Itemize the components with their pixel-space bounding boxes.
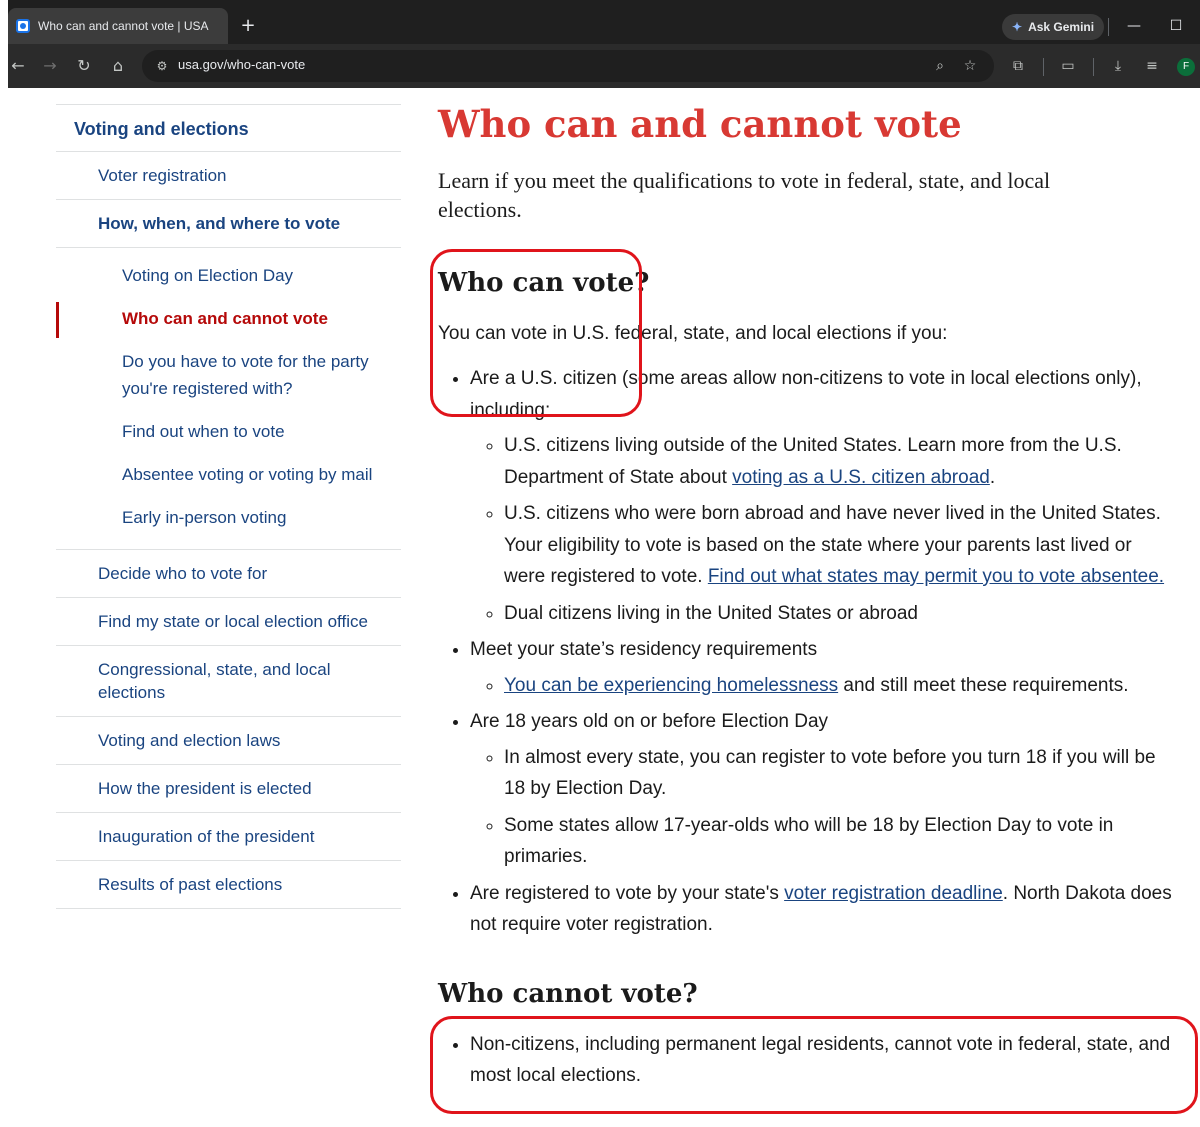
forward-arrow-icon[interactable]: → [43, 56, 57, 75]
ineligibility-list [438, 1029, 1178, 1092]
list-item: ◦ Dual citizens living in the United States or abroad [504, 598, 1178, 630]
voting-abroad-link[interactable]: voting as a U.S. citizen abroad [732, 466, 990, 488]
homelessness-link[interactable]: You can be experiencing homelessness [504, 674, 839, 696]
sidebar-nav [56, 104, 401, 909]
sidebar-subitem-when-to-vote[interactable]: Find out when to vote [122, 422, 285, 441]
maximize-icon[interactable]: ☐ [1169, 18, 1183, 34]
address-bar[interactable] [142, 50, 994, 82]
sidebar-item-president-elected[interactable]: How the president is elected [56, 765, 401, 813]
ask-gemini-label: Ask Gemini [1028, 20, 1095, 34]
separator [1093, 58, 1094, 76]
main-content [438, 100, 1178, 1097]
list-item [504, 670, 1178, 702]
sidebar-section-voting-and-elections[interactable]: Voting and elections [56, 105, 401, 152]
url-text[interactable]: usa.gov/who-can-vote [178, 57, 306, 72]
sidebar-subitem-who-can-vote-current[interactable]: Who can and cannot vote [56, 297, 401, 340]
eligibility-list [438, 363, 1178, 941]
registration-deadline-link[interactable]: voter registration deadline [784, 882, 1003, 904]
list-item-text: U.S. citizens living outside of the United States. Learn more from the U.S. Department of State about [504, 435, 1122, 488]
gemini-sparkle-icon: ✦ [1012, 20, 1023, 34]
usagov-favicon-icon [16, 19, 30, 33]
list-item-text: Meet your state’s residency requirements [470, 639, 818, 660]
profile-avatar[interactable]: F [1177, 58, 1195, 76]
bookmark-star-icon[interactable]: ☆ [963, 58, 977, 74]
browser-toolbar [0, 44, 1200, 88]
list-item: • Non-citizens, including permanent legal residents, cannot vote in federal, state, and most local elections. [470, 1029, 1178, 1092]
sidebar-item-how-when-where[interactable]: How, when, and where to vote [56, 200, 401, 248]
list-item [470, 706, 1178, 873]
tab-strip [8, 8, 1200, 44]
sidebar-item-decide[interactable]: Decide who to vote for [56, 550, 401, 598]
sidebar-item-congressional[interactable]: Congressional, state, and local elections [56, 646, 401, 717]
list-item-text: . North Dakota does not require voter registration. [470, 882, 1172, 935]
minimize-icon[interactable]: — [1127, 18, 1141, 34]
sidebar-item-past-results[interactable]: Results of past elections [56, 861, 401, 909]
list-item [504, 430, 1178, 493]
vote-absentee-states-link[interactable]: Find out what states may permit you to vote absentee. [707, 566, 1165, 587]
sidebar-subnav [56, 248, 401, 550]
list-item: ◦ Some states allow 17-year-olds who will be 18 by Election Day to vote in primaries. [504, 810, 1178, 873]
list-item [504, 498, 1178, 593]
who-can-vote-heading: Who can vote? [438, 268, 650, 298]
download-icon[interactable]: ⤓ [1114, 58, 1122, 74]
list-item [470, 878, 1178, 941]
intro-text: Learn if you meet the qualifications to vote in federal, state, and local elections. [438, 168, 1051, 222]
tab-search-icon[interactable]: ▭ [1061, 58, 1075, 74]
extensions-icon[interactable]: ⧉ [1013, 58, 1023, 74]
sidebar-item-voter-registration[interactable]: Voter registration [56, 152, 401, 200]
sidebar-subitem-election-day[interactable]: Voting on Election Day [122, 266, 294, 285]
back-arrow-icon[interactable]: ← [11, 56, 25, 75]
who-can-vote-lead: You can vote in U.S. federal, state, and local elections if you: [438, 323, 948, 344]
sidebar-item-inauguration[interactable]: Inauguration of the president [56, 813, 401, 861]
sidebar-item-election-office[interactable]: Find my state or local election office [56, 598, 401, 646]
site-info-icon[interactable]: ⚙ [156, 59, 168, 73]
list-item-text: and still meet these requirements. [838, 674, 1129, 696]
tab-title: Who can and cannot vote | USA [38, 19, 209, 33]
reload-icon[interactable]: ↻ [77, 56, 91, 75]
page-title: Who can and cannot vote [438, 102, 962, 146]
sidebar-subitem-early-voting[interactable]: Early in-person voting [122, 508, 287, 527]
list-item [470, 363, 1178, 629]
sidebar-item-laws[interactable]: Voting and election laws [56, 717, 401, 765]
browser-chrome [0, 0, 1200, 88]
separator [1108, 18, 1109, 36]
home-icon[interactable]: ⌂ [112, 56, 124, 75]
who-cannot-vote-heading: Who cannot vote? [438, 978, 698, 1009]
ask-gemini-button[interactable] [1002, 14, 1104, 40]
browser-tab[interactable] [8, 8, 228, 44]
list-item-text: U.S. citizens who were born abroad and have never lived in the United States. Your eligibility to vote is based on the state where your parents last lived or were registered to vote. [504, 503, 1161, 587]
zoom-search-icon[interactable]: ⌕ [936, 58, 944, 74]
sidebar-subitem-party-vote[interactable]: Do you have to vote for the party you're registered with? [122, 352, 369, 398]
sidebar-subitem-absentee[interactable]: Absentee voting or voting by mail [122, 465, 373, 484]
list-item-text: . [989, 466, 996, 488]
separator [1043, 58, 1044, 76]
new-tab-button[interactable]: + [240, 15, 256, 36]
list-item-text: Are registered to vote by your state's [470, 882, 785, 904]
window-edge [0, 0, 8, 1127]
list-item: ◦ In almost every state, you can register to vote before you turn 18 if you will be 18 by Election Day. [504, 742, 1178, 805]
reading-list-icon[interactable]: ≡ [1146, 58, 1158, 74]
list-item [470, 634, 1178, 701]
list-item-text: Are 18 years old on or before Election Day [470, 711, 829, 732]
list-item-text: Are a U.S. citizen (some areas allow non-citizens to vote in local elections only), including: [470, 368, 1142, 421]
